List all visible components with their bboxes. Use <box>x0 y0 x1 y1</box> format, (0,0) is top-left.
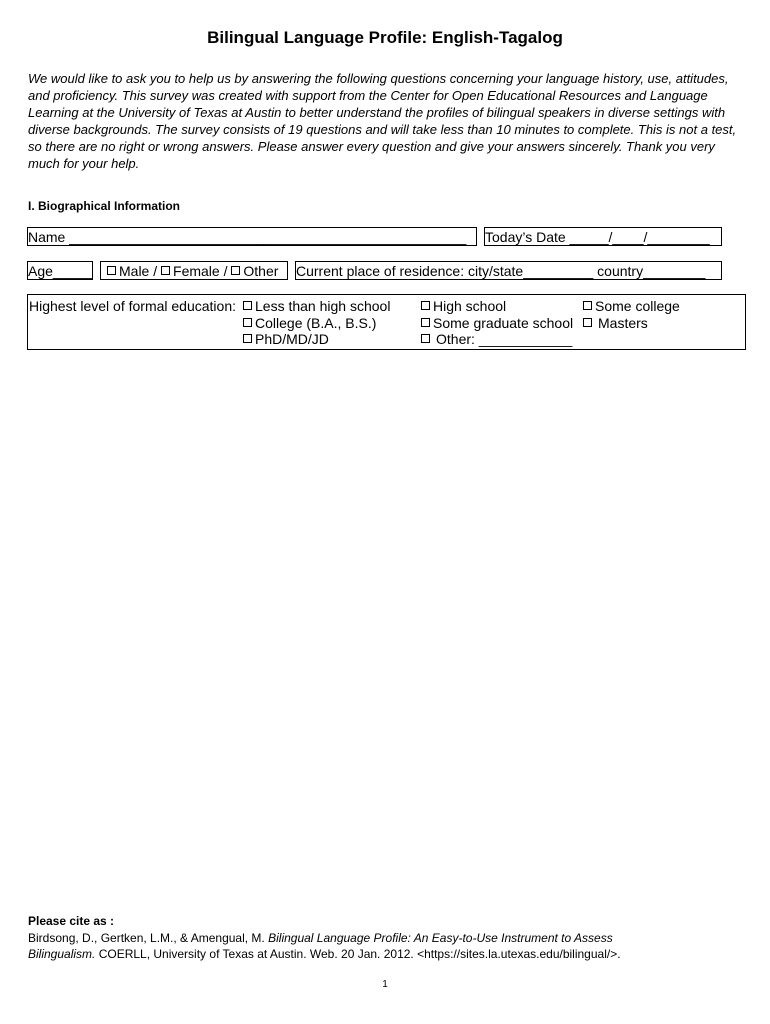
option-label: Other: ____________ <box>436 331 573 347</box>
checkbox[interactable] <box>243 334 252 343</box>
education-option[interactable] <box>421 298 506 314</box>
female-checkbox[interactable] <box>161 266 170 275</box>
other-gender-label: Other <box>243 263 279 279</box>
male-checkbox[interactable] <box>107 266 116 275</box>
education-option[interactable] <box>243 331 329 347</box>
citation-work-title: Bilingual Language Profile: An Easy-to-Use Instrument to Assess <box>268 931 613 945</box>
option-label: High school <box>433 298 507 314</box>
education-option[interactable] <box>583 315 648 331</box>
age-field[interactable] <box>27 261 93 280</box>
male-label: Male / <box>119 263 158 279</box>
age-label: Age_____ <box>28 263 92 279</box>
checkbox[interactable] <box>583 318 592 327</box>
education-label: Highest level of formal education: <box>29 298 236 314</box>
checkbox[interactable] <box>243 318 252 327</box>
residence-field[interactable] <box>295 261 722 280</box>
checkbox[interactable] <box>243 301 252 310</box>
intro-paragraph: We would like to ask you to help us by answering the following questions concerning your language history, use, attitudes, and proficiency. This survey was created with support from the Center for Open Educational Resources and Language Learning at the University of Texas at Austin to better understand the profiles of bilingual speakers in diverse settings with diverse backgrounds. The survey consists of 19 questions and will take less than 10 minutes to complete. This is not a test, so there are no right or wrong answers. Please answer every question and give your answers sincerely. Thank you very much for your help. <box>28 71 737 171</box>
female-label: Female / <box>173 263 228 279</box>
option-label: Some graduate school <box>433 315 574 331</box>
citation-work-title-cont: Bilingualism. <box>28 947 96 961</box>
name-field[interactable] <box>27 227 477 246</box>
option-label: College (B.A., B.S.) <box>255 315 377 331</box>
checkbox[interactable] <box>421 301 430 310</box>
name-label: Name ___________________________________________________ <box>28 229 467 245</box>
education-option[interactable] <box>421 331 572 347</box>
other-gender-checkbox[interactable] <box>231 266 240 275</box>
option-label: Less than high school <box>255 298 391 314</box>
education-option[interactable] <box>421 315 573 331</box>
citation-heading: Please cite as : <box>28 914 115 928</box>
education-option[interactable] <box>243 298 390 314</box>
section-heading: I. Biographical Information <box>28 199 181 213</box>
checkbox[interactable] <box>583 301 592 310</box>
page-number: 1 <box>382 979 388 990</box>
residence-label: Current place of residence: city/state_________ country________ <box>296 263 706 279</box>
checkbox[interactable] <box>421 318 430 327</box>
education-option[interactable] <box>583 298 680 314</box>
todays-date-label: Today’s Date _____/____/________ <box>485 229 710 245</box>
checkbox[interactable] <box>421 334 430 343</box>
option-label: PhD/MD/JD <box>255 331 329 347</box>
citation-rest: COERLL, University of Texas at Austin. Web. 20 Jan. 2012. <https://sites.la.utexas.edu/bilingual/>. <box>95 947 621 961</box>
citation-authors: Birdsong, D., Gertken, L.M., & Amengual, M. <box>28 931 269 945</box>
option-label: Masters <box>598 315 648 331</box>
option-label: Some college <box>595 298 680 314</box>
todays-date-field[interactable] <box>484 227 722 246</box>
document-title: Bilingual Language Profile: English-Tagalog <box>207 28 563 47</box>
education-option[interactable] <box>243 315 376 331</box>
citation-text <box>28 930 728 962</box>
gender-field <box>100 261 288 280</box>
